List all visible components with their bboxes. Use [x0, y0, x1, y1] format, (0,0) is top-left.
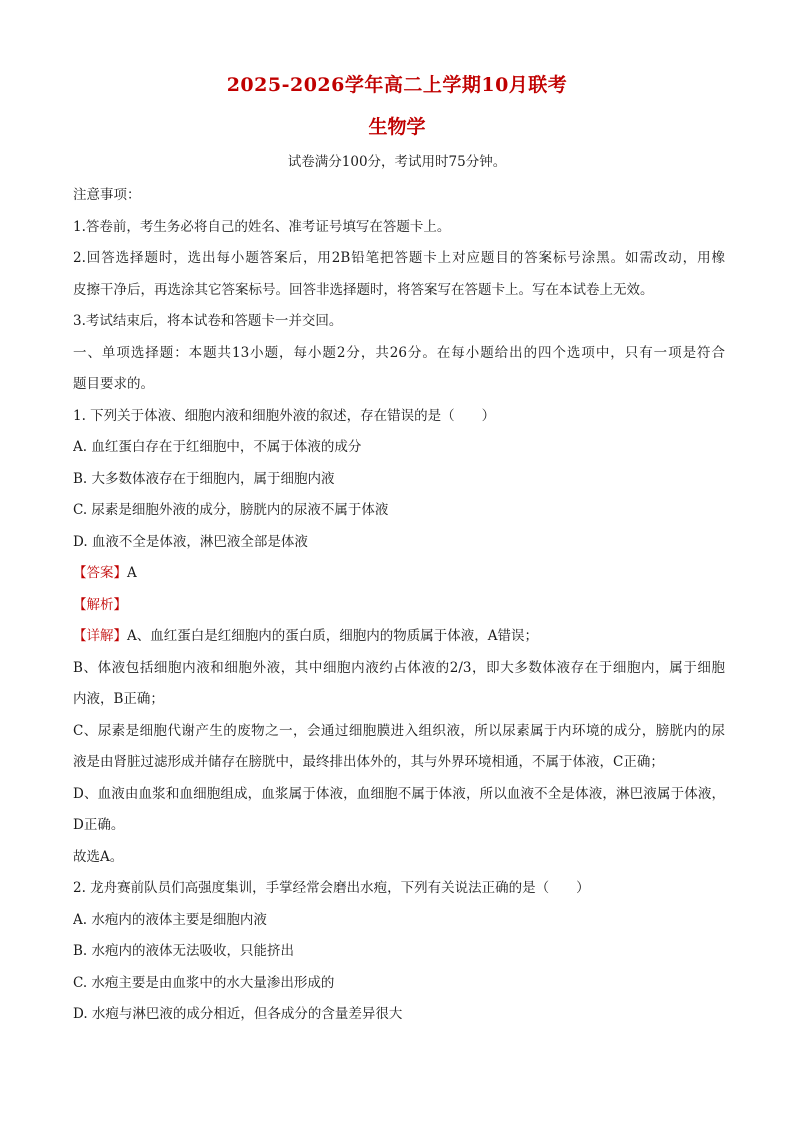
- detail-line: [73, 621, 725, 653]
- option-c: C. 尿素是细胞外液的成分，膀胱内的尿液不属于体液: [73, 502, 389, 518]
- option-b: B. 水疱内的液体无法吸收，只能挤出: [73, 943, 295, 959]
- detail-text: A、血红蛋白是红细胞内的蛋白质，细胞内的物质属于体液，A错误；: [127, 628, 538, 644]
- option-a: A. 血红蛋白存在于红细胞中，不属于体液的成分: [73, 439, 362, 455]
- exam-info: 试卷满分100分，考试用时75分钟。: [287, 154, 507, 170]
- analysis-tag: 【解析】: [73, 596, 127, 613]
- option-c: C. 水疱主要是由血浆中的水大量渗出形成的: [73, 974, 335, 991]
- detail-tag: 【详解】: [73, 628, 127, 644]
- option-b: B. 大多数体液存在于细胞内，属于细胞内液: [73, 470, 335, 487]
- question-stem: 2. 龙舟赛前队员们高强度集训，手掌经常会磨出水疱，下列有关说法正确的是（ ）: [73, 880, 590, 896]
- detail-line: C、尿素是细胞代谢产生的废物之一，会通过细胞膜进入组织液，所以尿素属于内环境的成分，膀胱内的尿: [73, 722, 725, 739]
- detail-line: 内液，B正确；: [73, 691, 164, 707]
- answer-value: A: [127, 565, 137, 581]
- analysis-line: [73, 590, 725, 622]
- notice-item: 2.回答选择题时，选出每小题答案后，用2B铅笔把答题卡上对应题目的答案标号涂黑。如需改动，用橡: [73, 250, 725, 266]
- detail-line: 液是由肾脏过滤形成并储存在膀胱中，最终排出体外的，其与外界环境相通，不属于体液，C正确；: [73, 754, 664, 770]
- answer-tag: 【答案】: [73, 565, 127, 581]
- exam-body: [73, 180, 725, 1031]
- detail-line: B、体液包括细胞内液和细胞外液，其中细胞内液约占体液的2/3，即大多数体液存在于细胞内，属于细胞: [73, 659, 725, 676]
- notice-item: 皮擦干净后，再选涂其它答案标号。回答非选择题时，将答案写在答题卡上。写在本试卷上无效。: [73, 281, 654, 298]
- answer-line: [73, 558, 725, 590]
- section-heading: 一、单项选择题：本题共13小题，每小题2分，共26分。在每小题给出的四个选项中，只有一项是符合: [73, 344, 725, 361]
- option-a: A. 水疱内的液体主要是细胞内液: [73, 911, 267, 928]
- detail-line: D、血液由血浆和血细胞组成，血浆属于体液，血细胞不属于体液，所以血液不全是体液，淋巴液属于体液，: [73, 785, 725, 802]
- notice-item: 3.考试结束后，将本试卷和答题卡一并交回。: [73, 313, 343, 329]
- question-stem: 1. 下列关于体液、细胞内液和细胞外液的叙述，存在错误的是（ ）: [73, 407, 496, 424]
- notice-heading: 注意事项：: [73, 187, 141, 203]
- page-title: 2025-2026学年高二上学期10月联考: [226, 74, 568, 96]
- section-heading: 题目要求的。: [73, 376, 154, 392]
- option-d: D. 血液不全是体液，淋巴液全部是体液: [73, 533, 308, 550]
- notice-item: 1.答卷前，考生务必将自己的姓名、准考证号填写在答题卡上。: [73, 218, 451, 235]
- conclusion: 故选A。: [73, 848, 124, 865]
- subject-title: 生物学: [368, 116, 426, 138]
- option-d: D. 水疱与淋巴液的成分相近，但各成分的含量差异很大: [73, 1006, 403, 1022]
- detail-line: D正确。: [73, 817, 125, 833]
